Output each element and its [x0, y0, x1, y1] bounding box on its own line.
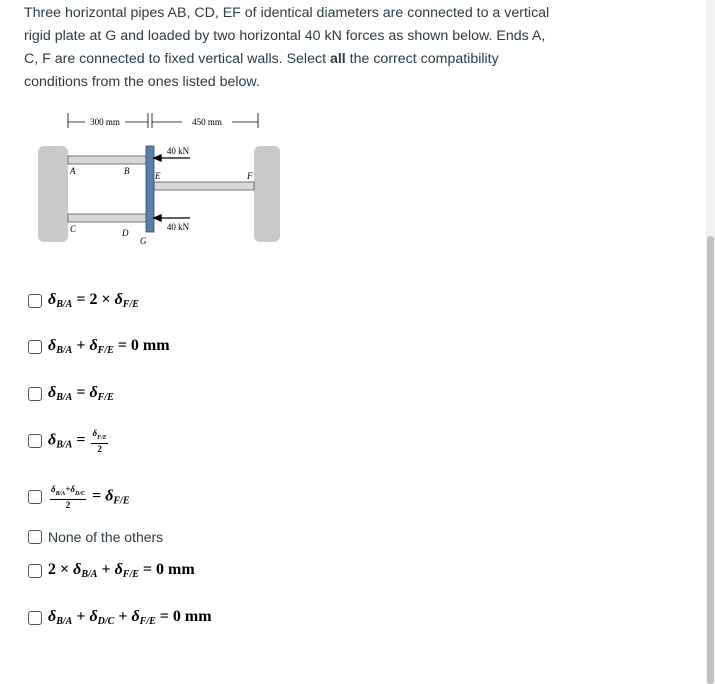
pipe-cd — [68, 214, 146, 222]
pipe-ef — [154, 182, 254, 190]
option-4[interactable] — [28, 428, 110, 454]
label-b: B — [124, 166, 130, 176]
option-1[interactable] — [28, 291, 139, 310]
label-e: E — [155, 171, 161, 181]
option-2[interactable] — [28, 337, 170, 356]
rigid-plate-g — [146, 146, 154, 232]
question-text — [24, 2, 584, 94]
option-4-label: $\delta_{B/A}$ = $\frac{\delta_{F/E}}{2}$ — [48, 428, 107, 454]
question-line-2: rigid plate at G and loaded by two horizontal 40 kN forces as shown below. Ends A, — [24, 28, 546, 44]
checkbox-option-3[interactable] — [28, 387, 42, 401]
option-6[interactable] — [28, 529, 163, 545]
emphasis-all: all — [329, 51, 346, 67]
checkbox-option-6[interactable] — [28, 530, 42, 544]
option-5-label: $\frac{\delta_{B/A}+\delta_{D/C}}{2}$ = $\delta_{F/E}$ — [51, 484, 130, 510]
question-line-3: C, F are connected to fixed vertical walls. Select all the correct compatibility — [24, 51, 499, 67]
label-a: A — [70, 166, 76, 176]
force-label-bottom: 40 kN — [166, 222, 190, 232]
question-line-1: Three horizontal pipes AB, CD, EF of identical diameters are connected to a vertical — [24, 5, 550, 21]
force-arrow-bottom — [154, 215, 190, 221]
dim-label-300: 300 mm — [90, 117, 120, 127]
checkbox-option-8[interactable] — [28, 611, 42, 625]
option-7[interactable] — [28, 561, 195, 580]
label-d: D — [122, 228, 129, 238]
option-5[interactable] — [28, 484, 130, 510]
label-c: C — [70, 224, 77, 234]
option-8-label: $\delta_{B/A} + \delta_{D/C} + \delta_{F/E} = 0$ mm — [48, 608, 212, 627]
option-7-label: $2 \times \delta_{B/A} + \delta_{F/E} = 0$ mm — [48, 561, 195, 580]
option-3[interactable] — [28, 384, 114, 403]
label-g: G — [140, 236, 147, 246]
option-8[interactable] — [28, 608, 212, 627]
question-line-4: conditions from the ones listed below. — [24, 74, 260, 90]
checkbox-option-1[interactable] — [28, 294, 42, 308]
left-wall — [38, 146, 68, 242]
option-3-label: $\delta_{B/A} = \delta_{F/E}$ — [48, 384, 114, 403]
scrollbar-thumb[interactable] — [707, 236, 714, 684]
label-f: F — [247, 171, 253, 181]
dim-label-450: 450 mm — [192, 117, 222, 127]
pipe-diagram — [30, 108, 280, 253]
checkbox-option-5[interactable] — [28, 490, 42, 504]
right-wall — [254, 146, 280, 242]
force-label-top: 40 kN — [166, 146, 190, 156]
checkbox-option-7[interactable] — [28, 564, 42, 578]
option-6-label: None of the others — [48, 529, 164, 545]
pipe-ab — [68, 156, 146, 164]
option-1-label: $\delta_{B/A} = 2 \times \delta_{F/E}$ — [48, 291, 139, 310]
checkbox-option-4[interactable] — [28, 434, 42, 448]
checkbox-option-2[interactable] — [28, 340, 42, 354]
option-2-label: $\delta_{B/A} + \delta_{F/E} = 0$ mm — [48, 337, 170, 356]
